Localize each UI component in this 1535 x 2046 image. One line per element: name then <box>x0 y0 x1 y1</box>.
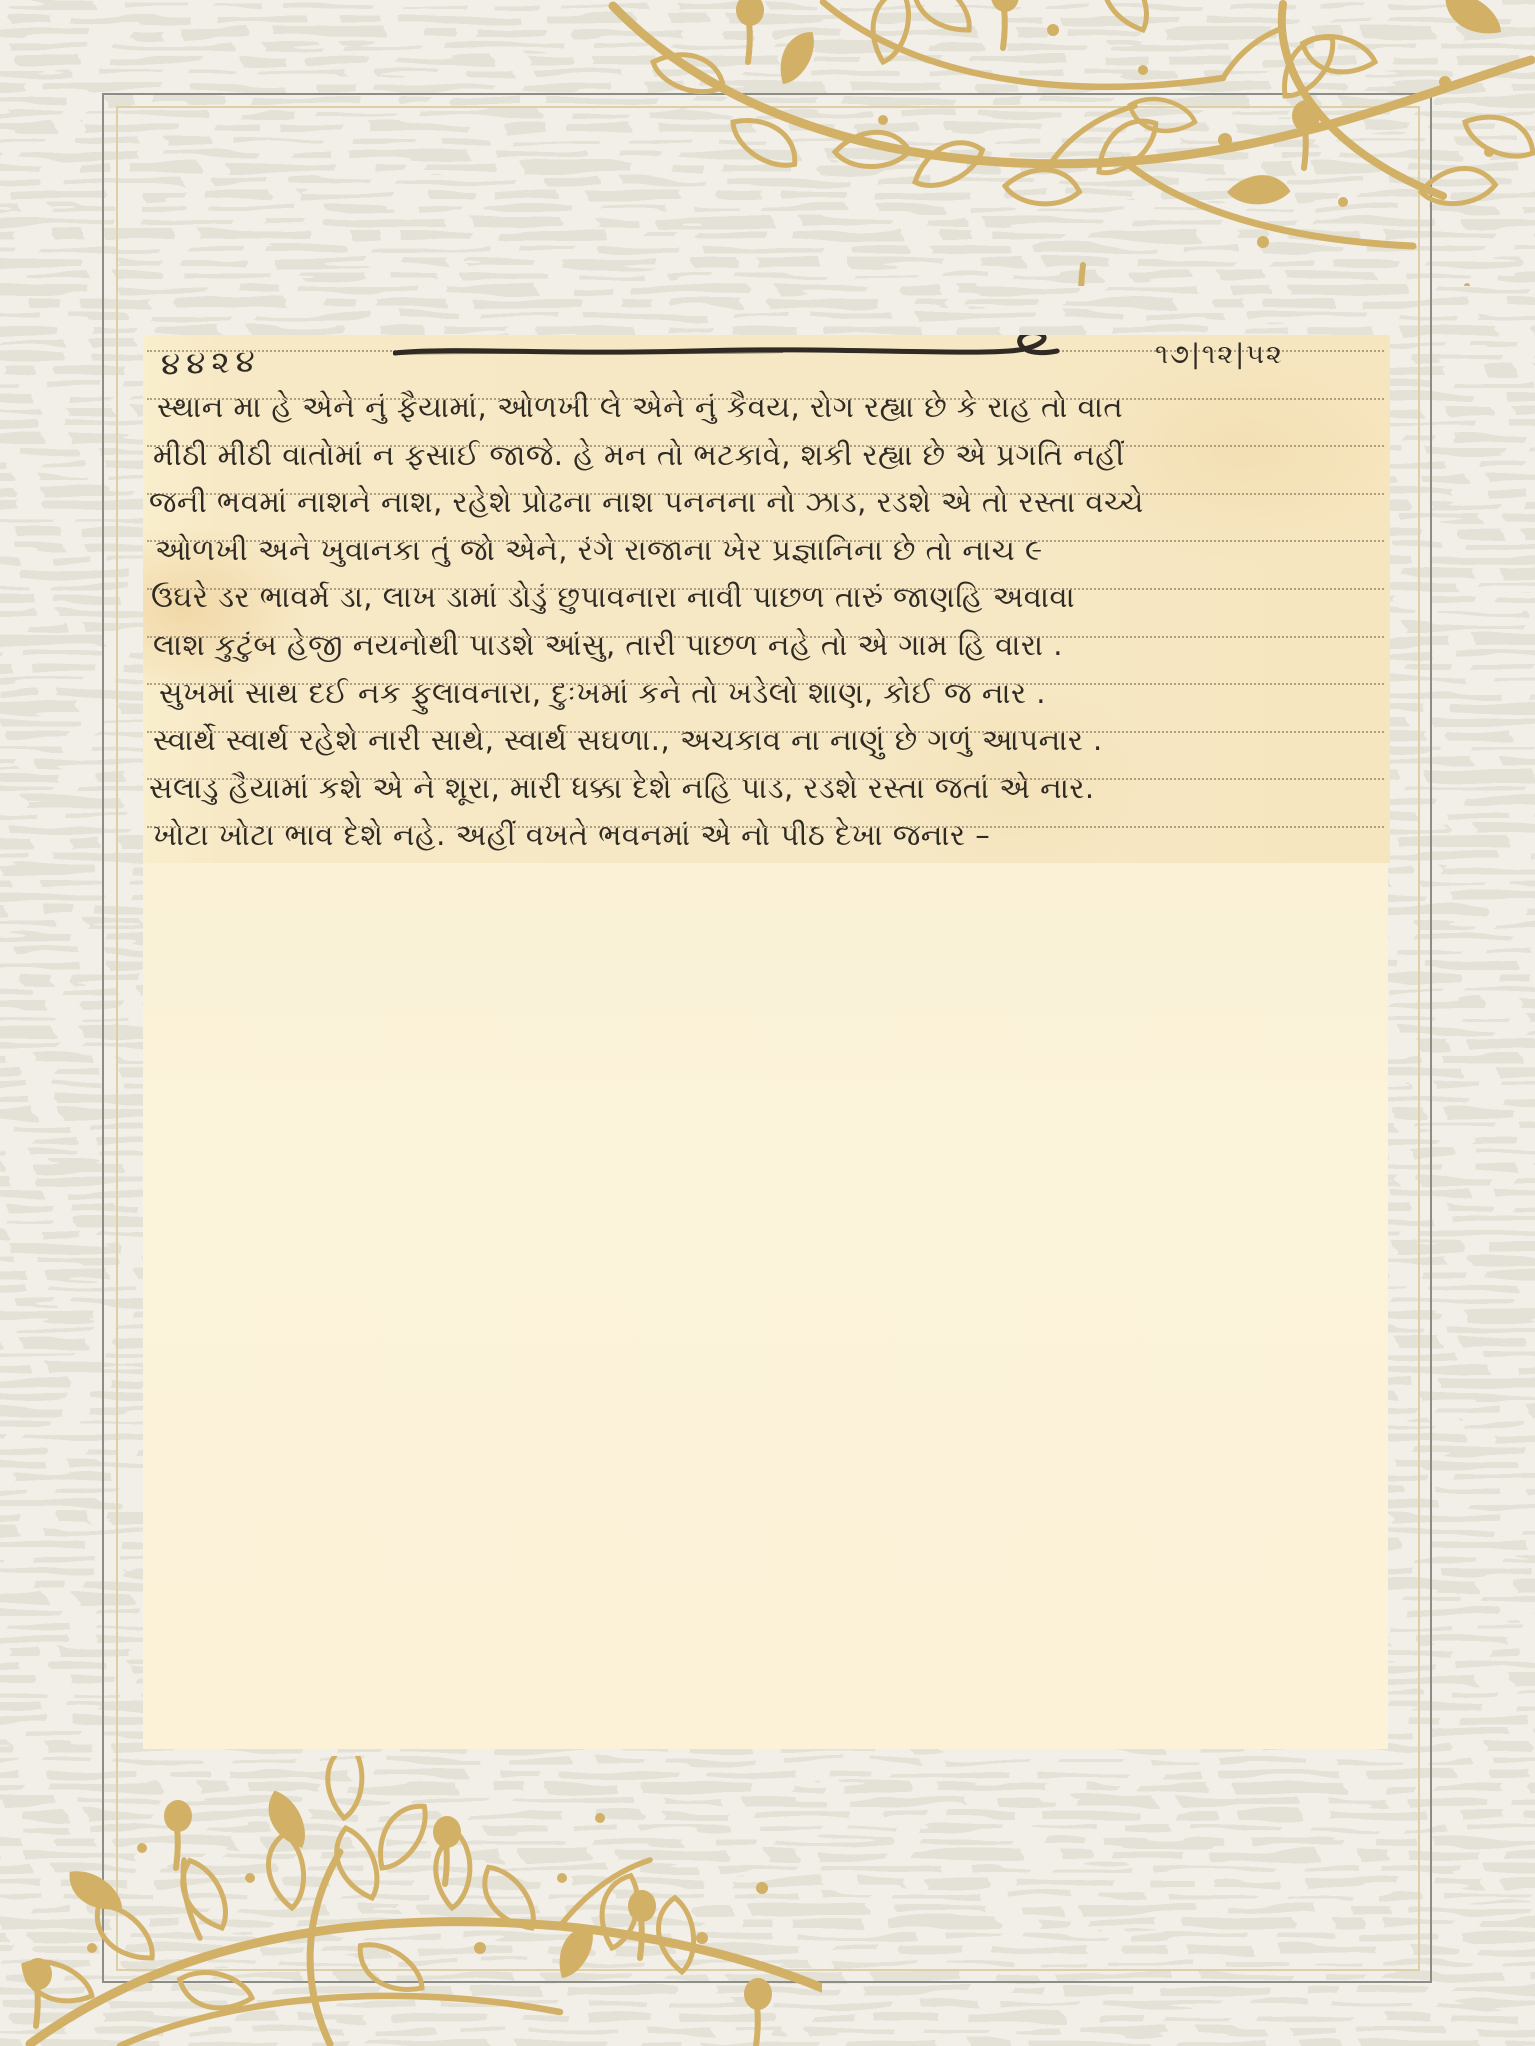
gold-branch-decoration-top-right <box>583 0 1535 286</box>
handwritten-line: ઉઘરે ડર ભાવર્મ ડા, લાખ ડામાં ડોડું છુપાવનારા નાવી પાછળ તારું જાણહિ અવાવા <box>151 580 1076 614</box>
ink-divider-stroke <box>393 335 1073 373</box>
gold-branch-decoration-bottom-left <box>0 1756 822 2046</box>
letter-date: ૧૭|૧૨|૫૨ <box>1155 339 1284 370</box>
handwritten-line: સુખમાં સાથ દઈ નક ફુલાવનારા, દુઃખમાં કને તો ખડેલો શાણ, કોઈ જ નાર . <box>159 676 1046 710</box>
scanned-page-blank-area <box>143 863 1388 1749</box>
handwritten-line: જની ભવમાં નાશને નાશ, રહેશે પ્રોઢના નાશ પનનના નો ઝાડ, રડશે એ તો રસ્તા વચ્ચે <box>149 485 1144 519</box>
handwritten-line: સ્થાન મા હે એને નું ફૈયામાં, ઓળખી લે એને નું કૈવય, રોગ રહ્યા છે કે રાહ તો વાત <box>157 390 1124 424</box>
handwritten-line: મીઠી મીઠી વાતોમાં ન ફસાઈ જાજે. હે મન તો ભટકાવે, શકી રહ્યા છે એ પ્રગતિ નહીં <box>153 438 1125 472</box>
scanned-letter-page <box>143 335 1390 863</box>
handwritten-line: સ્વાર્થે સ્વાર્થ રહેશે નારી સાથે, સ્વાર્થ સઘળા., અચકાવ ના નાણું છે ગળું આપનાર . <box>153 723 1103 757</box>
handwritten-line: સલાડુ હૈયામાં કશે એ ને શૂરા, મારી ધક્કા દેશે નહિ પાડ, રડશે રસ્તા જતાં એ નાર. <box>149 771 1095 805</box>
handwritten-line: લાશ કુટુંબ હેજી નયનોથી પાડશે આંસુ, તારી પાછળ નહે તો એ ગામ હિ વારા . <box>153 628 1063 662</box>
handwritten-line: ખોટા ખોટા ભાવ દેશે નહે. અહીં વખતે ભવનમાં એ નો પીઠ દેખા જનાર – <box>153 818 991 852</box>
page-number: ૪૪૨૪ <box>160 343 262 383</box>
handwritten-line: ઓળખી અને ખુવાનકા તું જો એને, રંગે રાજાના ખેર પ્રજ્ઞાનિના છે તો નાચ ૯ <box>155 533 1043 567</box>
